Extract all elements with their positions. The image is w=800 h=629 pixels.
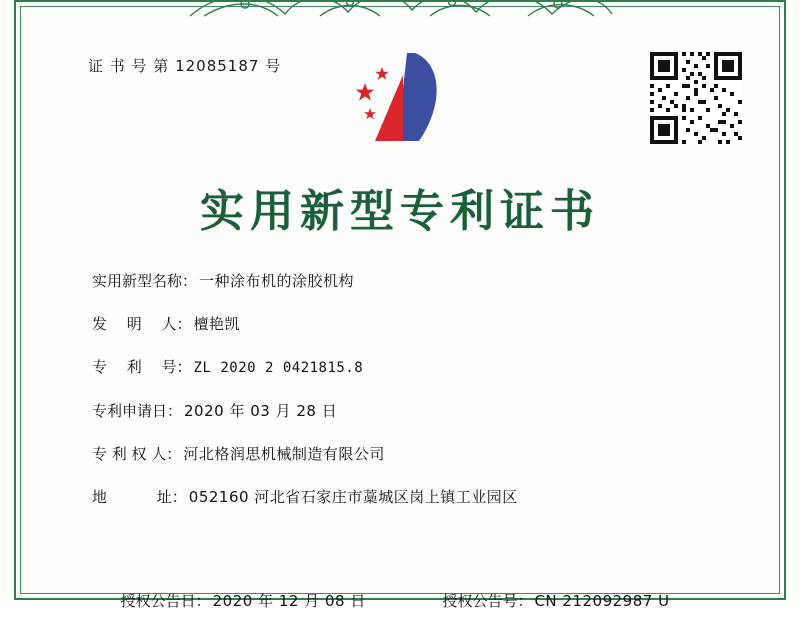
top-ornament-decoration [180,0,620,20]
field-row-inventor [92,315,730,333]
field-row-utility-model-name [92,272,730,290]
field-value-application-date: 2020 年 03 月 28 日 [184,401,338,420]
field-value-patentee: 河北格润思机械制造有限公司 [183,444,385,463]
field-row-address [92,488,730,506]
grant-date-label: 授权公告日： [120,592,211,610]
patent-office-emblem [345,45,465,155]
field-value-patent-number: ZL 2020 2 0421815.8 [193,360,364,376]
certificate-number: 证 书 号 第 12085187 号 [88,57,282,75]
field-label: 发 明 人： [92,315,192,333]
field-row-patent-number [92,358,730,377]
field-label: 地 址： [92,487,187,506]
field-value-inventor: 檀艳凯 [193,315,241,333]
grant-date-group [92,572,366,629]
grant-announcement-row [92,572,740,629]
grant-number-value: CN 212092987 U [534,592,670,610]
field-value-utility-model-name: 一种涂布机的涂胶机构 [199,272,355,290]
field-value-address: 052160 河北省石家庄市藁城区岗上镇工业园区 [188,487,518,506]
field-list [92,272,730,531]
field-row-patentee [92,445,730,463]
field-label: 专 利 权 人： [92,444,182,463]
field-label: 实用新型名称： [92,272,198,290]
field-label: 专 利 号： [92,358,192,376]
field-label: 专利申请日： [92,401,183,420]
field-row-application-date [92,402,730,420]
page-title: 实用新型专利证书 [200,186,600,237]
qr-code [650,52,742,144]
grant-number-label: 授权公告号： [442,592,533,610]
grant-date-value: 2020 年 12 月 08 日 [212,592,366,610]
grant-number-group [414,572,670,629]
